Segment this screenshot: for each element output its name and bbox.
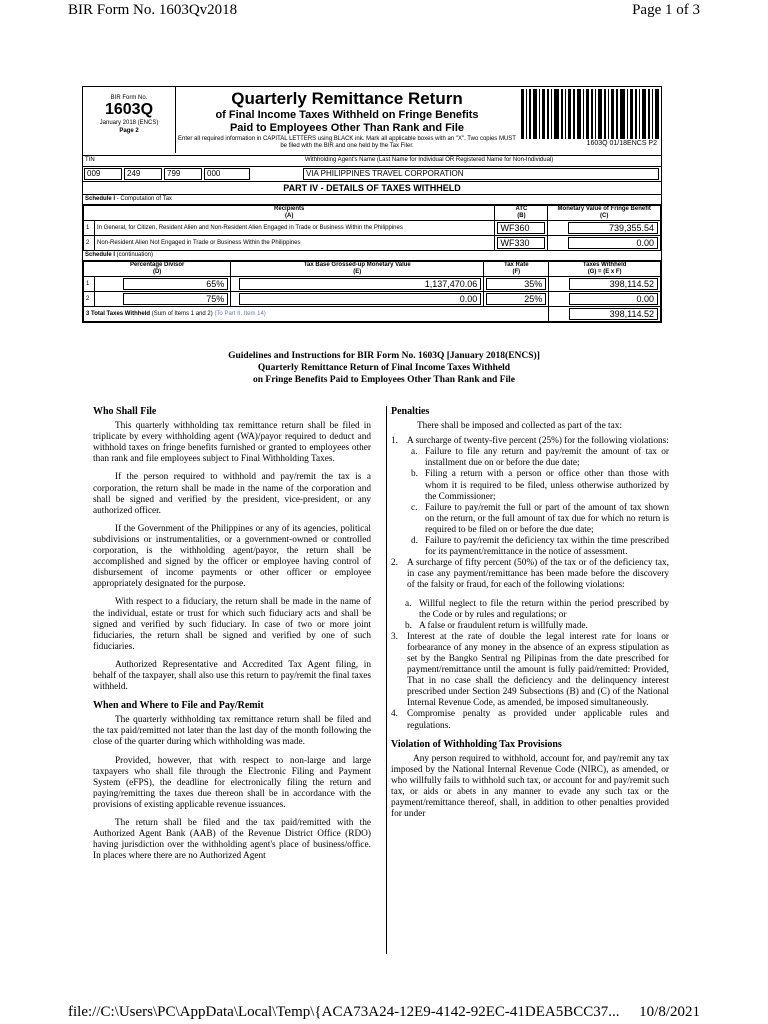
penalty-item-1a: a. Failure to file any return and pay/remit the amount of tax or installment due on or before the due date; xyxy=(411,447,669,469)
form-subtitle-1: of Final Income Taxes Withheld on Fringe Benefits xyxy=(215,109,479,121)
form-no: 1603Q xyxy=(104,101,154,118)
col-mv-header xyxy=(548,206,661,221)
col-taxrate-sub: (F) xyxy=(512,269,521,275)
column-divider xyxy=(386,406,387,954)
divisor-cell xyxy=(95,292,231,307)
when-where-heading: When and Where to File and Pay/Remit xyxy=(93,700,264,712)
taxbase-cell xyxy=(231,277,484,292)
who-shall-file-p1: This quarterly withholding tax remittance return shall be filed in triplicate by every withholding agent (WA)/payor required to deduct and withhold taxes on fringe benefits furnished or granted to employees other than rank and file employees subject to Final Withholding Taxes. xyxy=(93,421,371,465)
total-taxes-row xyxy=(84,307,661,322)
taxbase-field[interactable]: 1,137,470.06 xyxy=(239,278,481,290)
total-desc: (Sum of Items 1 and 2) xyxy=(150,311,215,317)
penalty-item-2b-text: A false or fraudulent return is willfully made. xyxy=(419,620,588,631)
col-atc-header xyxy=(495,206,548,221)
col-recipients-header xyxy=(84,206,495,221)
monetary-value-cell xyxy=(548,221,661,236)
schedule-i-row-2 xyxy=(84,236,661,251)
atc-cell xyxy=(495,236,548,251)
schedule-i-cont-table xyxy=(83,261,661,322)
who-shall-file-p5: Authorized Representative and Accredited Tax Agent filing, in behalf of the taxpayer, shall also use this return to pay/remit the final taxes withheld. xyxy=(93,659,371,693)
col-mv-title: Monetary Value of Fringe Benefit xyxy=(557,206,651,212)
guidelines-title-1: Guidelines and Instructions for BIR Form No. 1603Q [January 2018(ENCS)] xyxy=(228,351,540,361)
total-label: 3 Total Taxes Withheld xyxy=(86,311,151,317)
agent-name-label: Withholding Agent's Name (Last Name for Individual OR Registered Name for Non-Individual) xyxy=(305,157,554,163)
col-taxbase-sub: (E) xyxy=(353,269,362,275)
taxbase-cell xyxy=(231,292,484,307)
form-edition: January 2018 (ENCS) xyxy=(99,120,159,126)
penalty-item-2: 2. A surcharge of fifty percent (50%) of the tax or of the deficiency tax, in case any payment/remittance has been made before the discovery of the falsity or fraud, for each of the following violations: xyxy=(391,558,669,591)
violation-heading: Violation of Withholding Tax Provisions xyxy=(391,738,562,750)
penalty-item-2a-text: Willful neglect to file the return within the period prescribed by the Code or by rules and regulations; or xyxy=(419,598,669,620)
withheld-field[interactable]: 0.00 xyxy=(569,293,658,305)
penalties-heading: Penalties xyxy=(391,406,430,417)
penalty-item-1a-text: Failure to file any return and pay/remit the amount of tax or installment due on or before the due date; xyxy=(425,447,669,469)
penalty-item-2a: a. Willful neglect to file the return within the period prescribed by the Code or by rules and regulations; or xyxy=(405,598,669,620)
col-taxbase-title: Tax Base Grossed-up Monetary Value xyxy=(303,262,411,268)
taxrate-cell xyxy=(484,277,549,292)
col-taxrate-title: Tax Rate xyxy=(504,262,529,268)
who-shall-file-heading: Who Shall File xyxy=(93,406,157,417)
form-number-box xyxy=(83,87,176,153)
penalty-item-1: 1. A surcharge of twenty-five percent (25%) for the following violations: xyxy=(391,436,669,447)
total-value-cell xyxy=(549,307,661,322)
penalty-item-1-text: A surcharge of twenty-five percent (25%) for the following violations: xyxy=(407,436,669,447)
recipient-label: Non-Resident Alien Not Engaged in Trade or Business Within the Philippines xyxy=(95,236,495,251)
monetary-value-field[interactable]: 739,355.54 xyxy=(568,222,658,234)
tin-field-4[interactable]: 000 xyxy=(204,168,250,180)
col-atc-title: ATC xyxy=(515,206,528,212)
withheld-cell xyxy=(549,277,661,292)
penalty-item-1b: b. Filing a return with a person or office other than those with whom it is required to be filed, unless otherwise authorized by the Commissioner; xyxy=(411,469,669,502)
who-shall-file-p2: If the person required to withhold and pay/remit the tax is a corporation, the return shall be made in the name of the corporation and shall be signed and verified by the president, vice-president, or any authorized officer. xyxy=(93,472,371,516)
schedule-i-row-1 xyxy=(84,221,661,236)
browser-print-footer-date: 10/8/2021 xyxy=(639,1004,700,1020)
left-column xyxy=(93,406,371,862)
divisor-cell xyxy=(95,277,231,292)
monetary-value-cell xyxy=(548,236,661,251)
schedule-i-cont-row-1 xyxy=(84,277,661,292)
form-header xyxy=(83,87,661,156)
tin-field-1[interactable]: 009 xyxy=(84,168,122,180)
tin-fields xyxy=(84,168,252,186)
schedule-i-table xyxy=(83,205,661,251)
total-link[interactable]: (To Part II, Item 14) xyxy=(214,311,266,317)
form-titles xyxy=(177,87,517,150)
when-where-p1: The quarterly withholding tax remittance return shall be filed and the tax paid/remitted not later than the last day of the month following the close of the quarter during which withholding was made. xyxy=(93,715,371,748)
schedule-i-continuation-label xyxy=(83,251,661,261)
schedule-i-cont-name: Schedule I xyxy=(85,252,116,258)
taxrate-field[interactable]: 25% xyxy=(486,293,546,305)
penalty-item-2-text: A surcharge of fifty percent (50%) of the tax or of the deficiency tax, in case any payment/remittance has been made before the discovery of the falsity or fraud, for each of the following violations: xyxy=(407,558,669,591)
col-recipients-sub: (A) xyxy=(285,213,294,219)
atc-field[interactable]: WF330 xyxy=(497,237,545,249)
col-divisor-header xyxy=(84,262,231,277)
col-divisor-sub: (D) xyxy=(152,269,162,275)
form-no-label: BIR Form No. xyxy=(110,95,148,101)
total-label-cell xyxy=(84,307,549,322)
atc-field[interactable]: WF360 xyxy=(497,222,545,234)
browser-print-header-title: BIR Form No. 1603Qv2018 xyxy=(68,2,238,18)
row-number: 1 xyxy=(84,221,95,236)
penalties-intro: There shall be imposed and collected as part of the tax: xyxy=(417,421,622,432)
row-number: 2 xyxy=(84,236,95,251)
tin-label: TIN xyxy=(85,157,95,163)
row-number: 2 xyxy=(84,292,95,307)
withheld-cell xyxy=(549,292,661,307)
bir-form-1603q xyxy=(82,86,662,323)
tin-row xyxy=(83,167,661,182)
row-number: 1 xyxy=(84,277,95,292)
barcode-code: 1603Q 01/18ENCS P2 xyxy=(586,140,657,147)
col-withheld-header xyxy=(549,262,661,277)
atc-cell xyxy=(495,221,548,236)
monetary-value-field[interactable]: 0.00 xyxy=(568,237,658,249)
schedule-i-cont-row-2 xyxy=(84,292,661,307)
col-withheld-title: Taxes Withheld xyxy=(582,262,627,268)
taxbase-field[interactable]: 0.00 xyxy=(239,293,481,305)
penalty-item-1b-text: Filing a return with a person or office other than those with whom it is required to be filed, unless otherwise authorized by the Commissioner; xyxy=(425,469,669,502)
col-recipients-title: Recipients xyxy=(274,206,305,212)
penalty-item-3: 3. Interest at the rate of double the legal interest rate for loans or forbearance of any money in the absence of an express stipulation as set by the Bangko Sentral ng Pilipinas from the date prescribed for payment/remittance until the amount is fully paid/remitted: Provided, That in no case shall the deficiency and the delinquency interest prescribed under Section 249 Subsections (B) and (C) of the National Internal Revenue Code, as amended, be imposed simultaneously. xyxy=(391,631,669,709)
browser-print-page-number: Page 1 of 3 xyxy=(632,2,700,18)
who-shall-file-p3: If the Government of the Philippines or any of its agencies, political subdivisions or instrumentalities, or a government-owned or controlled corporation, is the withholding agent/payor, the return shall be accomplished and signed by the officer or employee having control of disbursement of income payments or other officer or employee appropriately designated for the purpose. xyxy=(93,523,371,590)
schedule-i-cont-header-row xyxy=(84,262,661,277)
when-where-p3: The return shall be filed and the tax paid/remitted with the Authorized Agent Bank (AAB) of the Revenue District Office (RDO) having jurisdiction over the withholding agent's place of business/office. In places where there are no Authorized Agent xyxy=(93,818,371,862)
penalty-item-3-text: Interest at the rate of double the legal interest rate for loans or forbearance of any money in the absence of an express stipulation as set by the Bangko Sentral ng Pilipinas from the date prescribed for payment/remittance until the amount is fully paid/remitted: Provided, That in no case shall the deficiency and the delinquency interest prescribed under Section 249 Subsections (B) and (C) of the National Internal Revenue Code, as amended, be imposed simultaneously. xyxy=(407,631,669,709)
right-column xyxy=(391,406,669,820)
penalty-item-1d: d. Failure to pay/remit the deficiency tax within the time prescribed for its payment/remittance in the notice of assessment. xyxy=(411,536,669,558)
penalty-item-2b: b. A false or fraudulent return is willfully made. xyxy=(405,620,588,631)
violation-p1: Any person required to withhold, account for, and pay/remit any tax imposed by the National Internal Revenue Code (NIRC), as amended, or who willfully fails to withhold such tax, or account for and pay/remit such tax, or aids or abets in any manner to evade any such tax or the payment/remittance thereof, shall, in addition to other penalties provided for under xyxy=(391,753,669,820)
schedule-i-desc: - Computation of Tax xyxy=(115,196,172,202)
taxrate-field[interactable]: 35% xyxy=(486,278,546,290)
total-value-field[interactable]: 398,114.52 xyxy=(569,308,658,320)
form-page: Page 2 xyxy=(119,128,139,134)
col-divisor-title: Percentage Divisor xyxy=(129,262,185,268)
col-withheld-sub: (G) = (E x F) xyxy=(587,269,622,275)
divisor-field[interactable]: 65% xyxy=(123,278,228,290)
penalty-item-1d-text: Failure to pay/remit the deficiency tax within the time prescribed for its payment/remittance in the notice of assessment. xyxy=(425,536,669,558)
divisor-field[interactable]: 75% xyxy=(123,293,228,305)
form-subtitle-2: Paid to Employees Other Than Rank and File xyxy=(229,122,465,134)
col-mv-sub: (C) xyxy=(600,213,609,219)
browser-print-footer-path: file://C:\Users\PC\AppData\Local\Temp\{ACA73A24-12E9-4142-92EC-41DEA5BCC37... xyxy=(68,1004,620,1020)
taxrate-cell xyxy=(484,292,549,307)
guidelines-title-2: Quarterly Remittance Return of Final Income Taxes Withheld xyxy=(257,363,511,373)
penalty-item-4: 4. Compromise penalty as provided under applicable rules and regulations. xyxy=(391,709,669,731)
recipient-label: In General, for Citizen, Resident Alien and Non-Resident Alien Engaged in Trade or Business Within the Philippines xyxy=(95,221,495,236)
col-taxrate-header xyxy=(484,262,549,277)
schedule-i-label xyxy=(83,195,661,205)
agent-name-field[interactable]: VIA PHILIPPINES TRAVEL CORPORATION xyxy=(303,168,659,180)
schedule-i-name: Schedule I xyxy=(85,196,116,202)
col-atc-sub: (B) xyxy=(517,213,526,219)
schedule-i-cont-desc: (continuation) xyxy=(115,252,154,258)
penalty-item-1c: c. Failure to pay/remit the full or part of the amount of tax shown on the return, or the full amount of tax due for which no return is required to be filed on or before the due date; xyxy=(411,502,669,535)
penalty-item-1c-text: Failure to pay/remit the full or part of the amount of tax shown on the return, or the full amount of tax due for which no return is required to be filed on or before the due date; xyxy=(425,502,669,535)
part-iv-title: PART IV - DETAILS OF TAXES WITHHELD xyxy=(83,182,661,195)
tin-field-2[interactable]: 249 xyxy=(124,168,162,180)
tin-label-row xyxy=(83,156,661,167)
form-instruction: Enter all required information in CAPITAL LETTERS using BLACK ink. Mark all applicable boxes with an "X". Two copies MUST be filed with the BIR and one held by the Tax Filer. xyxy=(178,136,516,149)
when-where-p2: Provided, however, that with respect to non-large and large taxpayers who shall file through the Electronic Filing and Payment System (eFPS), the deadline for electronically filing the return and paying/remitting the taxes due thereon shall be in accordance with the provisions of existing applicable revenue issuances. xyxy=(93,755,371,810)
form-title: Quarterly Remittance Return xyxy=(231,89,463,108)
col-taxbase-header xyxy=(231,262,484,277)
penalty-item-4-text: Compromise penalty as provided under applicable rules and regulations. xyxy=(407,709,669,731)
who-shall-file-p4: With respect to a fiduciary, the return shall be made in the name of the individual, estate or trust for which such fiduciary acts and shall be signed and verified by such fiduciary. In case of two or more joint fiduciaries, the return shall be signed and verified by one of such fiduciaries. xyxy=(93,597,371,652)
withheld-field[interactable]: 398,114.52 xyxy=(569,278,658,290)
guidelines-title-3: on Fringe Benefits Paid to Employees Other Than Rank and File xyxy=(253,375,515,385)
tin-field-3[interactable]: 799 xyxy=(164,168,202,180)
barcode-image xyxy=(521,89,659,139)
schedule-i-header-row xyxy=(84,206,661,221)
